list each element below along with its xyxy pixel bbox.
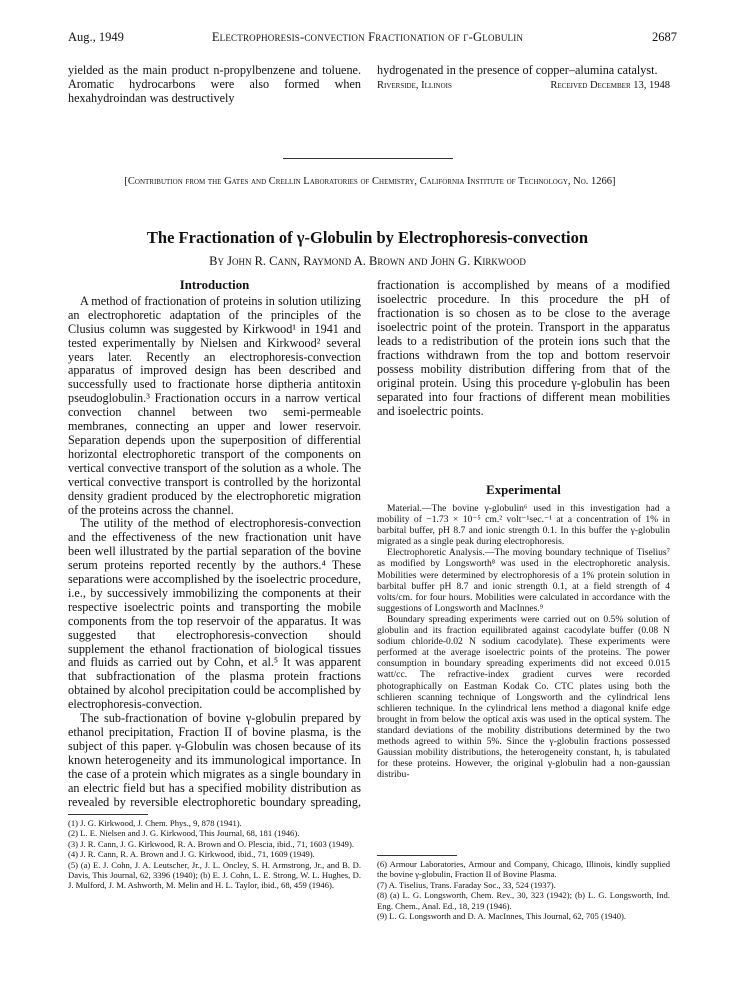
introduction-paragraph-2: The utility of the method of electrophoresis-convection and the effectiveness of the new fractionation unit have been well illustrated by the partial separation of the bovine serum proteins reported recently by the authors.⁴ These separations were accomplished by the isoelectric procedure, i.e., by successively immobilizing the components at their respective isoelectric points and transporting the mobile components from the top reservoir of the apparatus. It was suggested that electrophoresis-convection should supplement the ethanol fractionation of biological tissues and fluids as carried out by Cohn, et al.⁵ It was apparent that subfractionation of the plasma protein fractions obtained by alcohol precipitation could be accomplished by electrophoresis-convection.: [68, 516, 361, 712]
separator-rule: [283, 158, 453, 159]
received-line: [377, 79, 670, 93]
running-header: [0, 30, 735, 50]
boundary-spreading-paragraph: Boundary spreading experiments were carried out on 0.5% solution of globulin and its fraction equilibrated against cacodylate buffer (0.08 N sodium chloride-0.02 N sodium cacodylate). These experiments were performed at the average isoelectric points of the proteins. The power consumption in boundary spreading experiments did not exceed 0.015 watt/cc. The refractive-index gradient curves were recorded photographically on Eastman Kodak Co. CTC plates using both the schlieren scanning technique of Longsworth and the cylindrical lens schlieren technique. In the cylindrical lens method a diagonal knife edge brought in from below the optical axis was used in the optical system. The standard deviations of the mobility distributions determined by the two methods agreed to within 5%. Since the γ-globulin fractions possessed Gaussian mobility distributions, the heterogeneity constant, h, is tabulated for these proteins. However, the original γ-globulin had a non-gaussian distribu-: [377, 613, 670, 781]
experimental-section: [377, 503, 670, 780]
received-date: Received December 13, 1948: [550, 79, 670, 91]
previous-article-text: yielded as the main product n-propylbenzene and toluene. Aromatic hydrocarbons were also formed when hexahydroindan was destructively: [68, 63, 361, 105]
footnote: (4) J. R. Cann, R. A. Brown and J. G. Kirkwood, ibid., 71, 1609 (1949).: [68, 849, 315, 860]
contribution-note: [Contribution from the Gates and Crellin Laboratories of Chemistry, California Institute of Technology, No. 1266]: [124, 176, 616, 187]
electrophoretic-analysis-paragraph: Electrophoretic Analysis.—The moving boundary technique of Tiselius⁷ as modified by Longsworth⁸ was used in the electrophoretic analysis. Mobilities were determined by electrophoresis of a 1% protein solution in barbital buffer pH 8.7 and ionic strength 0.1, at a field strength of 4 volts/cm. for four hours. Mobilities were calculated in accordance with the suggestions of Longsworth and MacInnes.⁹: [377, 547, 670, 614]
footnote: (8) (a) L. G. Longsworth, Chem. Rev., 30, 323 (1942); (b) L. G. Longsworth, Ind. Eng. Chem., Anal. Ed., 18, 219 (1946).: [377, 890, 670, 911]
previous-article-right: [377, 64, 670, 93]
header-date: Aug., 1949: [68, 30, 124, 44]
experimental-heading: Experimental: [486, 483, 561, 497]
introduction-paragraph-3-continued: fractionation is accomplished by means of a modified isoelectric procedure. In this procedure the pH of fractionation is so chosen as to be close to the average isoelectric point of the protein. Transport in the apparatus leads to a redistribution of the protein ions such that the fractions withdrawn from the top and bottom reservoir possess mobility distribution differing from that of the original protein. Using this procedure γ-globulin has been separated into four fractions of different mean mobilities and isoelectric points.: [377, 279, 670, 418]
introduction-heading: Introduction: [179, 278, 250, 292]
header-page-number: 2687: [652, 30, 677, 44]
header-running-title: Electrophoresis-convection Fractionation of γ-Globulin: [211, 30, 524, 44]
footnote: (6) Armour Laboratories, Armour and Company, Chicago, Illinois, kindly supplied the bovine γ-globulin, Fraction II of Bovine Plasma.: [377, 859, 670, 880]
introduction-paragraph-1: A method of fractionation of proteins in solution utilizing an electrophoretic adaptation of the principles of the Clusius column was suggested by Kirkwood¹ in 1941 and tested experimentally by Nielsen and Kirkwood² several years later. Recently an electrophoresis-convection apparatus of improved design has been described and successfully used to fractionate horse diptheria antitoxin pseudoglobulin.³ Fractionation occurs in a narrow vertical convection channel between two semi-permeable membranes, connecting an upper and lower reservoir. Separation depends upon the superposition of differential horizontal electrophoretic transport of the components on vertical convective transport of the solution as a whole. The vertical convective transport is controlled by the horizontal density gradient produced by the electrophoretic migration of the proteins across the channel.: [68, 293, 361, 517]
material-paragraph: Material.—The bovine γ-globulin⁶ used in this investigation had a mobility of −1.73 × 10⁻⁵ cm.² volt⁻¹sec.⁻¹ at a concentration of 1% in barbital buffer, pH 8.7 and ionic strength 0.1. In this buffer the γ-globulin migrated as a single peak during electrophoresis.: [377, 503, 670, 548]
right-column-intro: [377, 279, 670, 473]
footnote: (1) J. G. Kirkwood, J. Chem. Phys., 9, 878 (1941).: [68, 818, 242, 828]
left-column: [68, 279, 361, 809]
introduction-paragraph-3: The sub-fractionation of bovine γ-globulin prepared by ethanol precipitation, Fraction II of bovine plasma, is the subject of this paper. γ-Globulin was chosen because of its known heterogeneity and its immunological importance. In the case of a protein which migrates as a single boundary in an electric field but has a specified mobility distribution as revealed by reversible electrophoretic boundary spreading,: [68, 712, 361, 809]
article-location: Riverside, Illinois: [377, 79, 452, 91]
footnote: (3) J. R. Cann, J. G. Kirkwood, R. A. Brown and O. Plescia, ibid., 71, 1603 (1949).: [68, 838, 354, 849]
previous-article-left: [68, 64, 361, 106]
previous-article-text-right: hydrogenated in the presence of copper–alumina catalyst.: [377, 63, 658, 77]
article-title: The Fractionation of γ-Globulin by Electrophoresis-convection: [146, 228, 589, 247]
footnote: (9) L. G. Longsworth and D. A. MacInnes, This Journal, 62, 705 (1940).: [377, 911, 627, 922]
article-authors: By John R. Cann, Raymond A. Brown and John G. Kirkwood: [209, 254, 526, 268]
footnotes-left: [68, 818, 361, 891]
footnote-rule-right: [377, 855, 457, 856]
footnote: (2) L. E. Nielsen and J. G. Kirkwood, This Journal, 68, 181 (1946).: [68, 828, 300, 839]
footnote: (5) (a) E. J. Cohn, J. A. Leutscher, Jr., J. L. Oncley, S. H. Armstrong, Jr., and B. D. Davis, This Journal, 62, 3396 (1940); (b) E. J. Cohn, L. E. Strong, W. L. Hughes, D. J. Mulford, J. M. Ashworth, M. Melin and H. L. Taylor, ibid., 68, 459 (1946).: [68, 859, 361, 891]
footnotes-right: [377, 859, 670, 921]
footnote: (7) A. Tiselius, Trans. Faraday Soc., 33, 524 (1937).: [377, 879, 556, 890]
footnote-rule-left: [68, 814, 148, 815]
